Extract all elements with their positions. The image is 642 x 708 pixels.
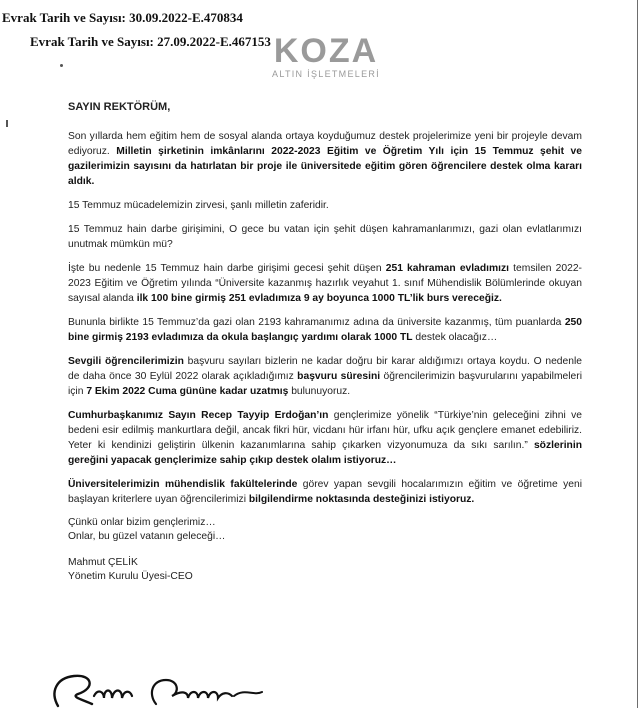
scan-page-edge	[637, 0, 638, 708]
handwritten-signature	[48, 666, 288, 708]
text-segment: gençlerimize yönelik “Türkiye’nin geleceğini zihni ve bedeni esir edilmiş mankurtlara değil, ancak fikri hür, vicdanı hür irfanı hür, ufku açık gençlere emanet edebiliriz. Yeter ki kendinizi geliştirin ülkenin kazanımlarına sahip çıkarken vizyonumuza da sıkı sarılın.”	[68, 410, 583, 451]
bold-text-segment: bilgilendirme noktasında desteğinizi istiyoruz.	[248, 494, 475, 505]
signer-title: Yönetim Kurulu Üyesi-CEO	[68, 571, 193, 582]
closing-line-2: Onlar, bu güzel vatanın geleceği…	[68, 531, 226, 542]
bold-text-segment: 250 bine girmiş 2193 evladımıza da okula başlangıç yardımı olarak 1000 TL	[68, 317, 582, 343]
paragraph-3	[68, 222, 582, 252]
text-segment: temsilen 2022-2023 Eğitim ve Öğretim yılında “Üniversite kazanmış hazırlık veyahut 1. sınıf Mühendislik Bölümlerinde okuyan sayısal alanda	[68, 263, 582, 304]
text-segment: başvuru sayıları bizlerin ne kadar doğru bir karar aldığımızı ortaya koydu. O nedenle de daha önce 30 Eylül 2022 olarak açıkladığımız	[68, 356, 582, 382]
logo-wordmark: KOZA	[273, 32, 379, 70]
logo-subtitle: ALTIN İŞLETMELERİ	[272, 69, 380, 79]
bold-text-segment: Milletin şirketinin imkânlarını 2022-2023 Eğitim ve Öğretim Yılı için 15 Temmuz şehit ve gazilerimizin sayısını da hatırlatan bir proje ile üniversitede eğitim gören öğrencilere destek olma kararı aldık.	[68, 146, 582, 187]
bold-text-segment: başvuru süresini	[297, 371, 381, 382]
bold-text-segment: Sevgili öğrencilerimizin	[68, 356, 184, 367]
document-number-stamp-1: Evrak Tarih ve Sayısı: 30.09.2022-E.470834	[2, 10, 243, 25]
text-segment: İşte bu nedenle 15 Temmuz hain darbe girişimi gecesi şehit düşen	[68, 263, 386, 274]
paragraph-2	[68, 198, 582, 213]
bold-text-segment: Cumhurbaşkanımız Sayın Recep Tayyip Erdoğan’ın	[68, 410, 329, 421]
bold-text-segment: ilk 100 bine girmiş 251 evladımıza 9 ay boyunca 1000 TL’lik burs vereceğiz.	[136, 293, 502, 304]
text-segment: Son yıllarda hem eğitim hem de sosyal alanda ortaya koyduğumuz destek projelerimize yeni bir projeyle devam ediyoruz.	[68, 131, 582, 157]
paragraph-4	[68, 261, 582, 306]
text-segment: Bununla birlikte 15 Temmuz’da gazi olan 2193 kahramanımız adına da üniversite kazanmış, tüm puanlarda	[68, 317, 565, 328]
bold-text-segment: 251 kahraman evladımızı	[385, 263, 510, 274]
text-segment: destek olacağız…	[412, 332, 498, 343]
signer-name: Mahmut ÇELİK	[68, 557, 138, 568]
closing-line-1: Çünkü onlar bizim gençlerimiz…	[68, 517, 216, 528]
text-segment: bulunuyoruz.	[288, 386, 351, 397]
text-segment: görev yapan sevgili hocalarımızın eğitim ve öğretime yeni başlayan kriterlere uyan öğrencilerimizi	[68, 479, 582, 505]
paragraph-7	[68, 408, 582, 468]
scan-speck	[60, 64, 63, 67]
paragraph-6	[68, 354, 582, 399]
text-segment: 15 Temmuz mücadelemizin zirvesi, şanlı milletin zaferidir.	[68, 200, 329, 211]
letter-body	[68, 100, 582, 584]
document-number-stamp-2: Evrak Tarih ve Sayısı: 27.09.2022-E.467153	[30, 34, 271, 49]
salutation: SAYIN REKTÖRÜM,	[68, 101, 171, 113]
koza-logo	[270, 34, 382, 79]
text-segment: 15 Temmuz hain darbe girişimini, O gece bu vatan için şehit düşen kahramanlarımızı, gazi olan evlatlarımızı unutmak mümkün mü?	[68, 224, 582, 250]
paragraph-8	[68, 477, 582, 507]
bold-text-segment: sözlerinin gereğini yapacak gençlerimize sahip çıkıp destek olalım istiyoruz…	[68, 440, 582, 466]
bold-text-segment: 7 Ekim 2022 Cuma gününe kadar uzatmış	[86, 386, 289, 397]
paragraph-1	[68, 129, 582, 189]
paragraph-5	[68, 315, 582, 345]
bold-text-segment: Üniversitelerimizin mühendislik fakültelerinde	[68, 479, 298, 490]
scan-speck	[6, 120, 8, 127]
text-segment: öğrencilerimizin başvurularını yapabilmeleri için	[68, 371, 582, 397]
